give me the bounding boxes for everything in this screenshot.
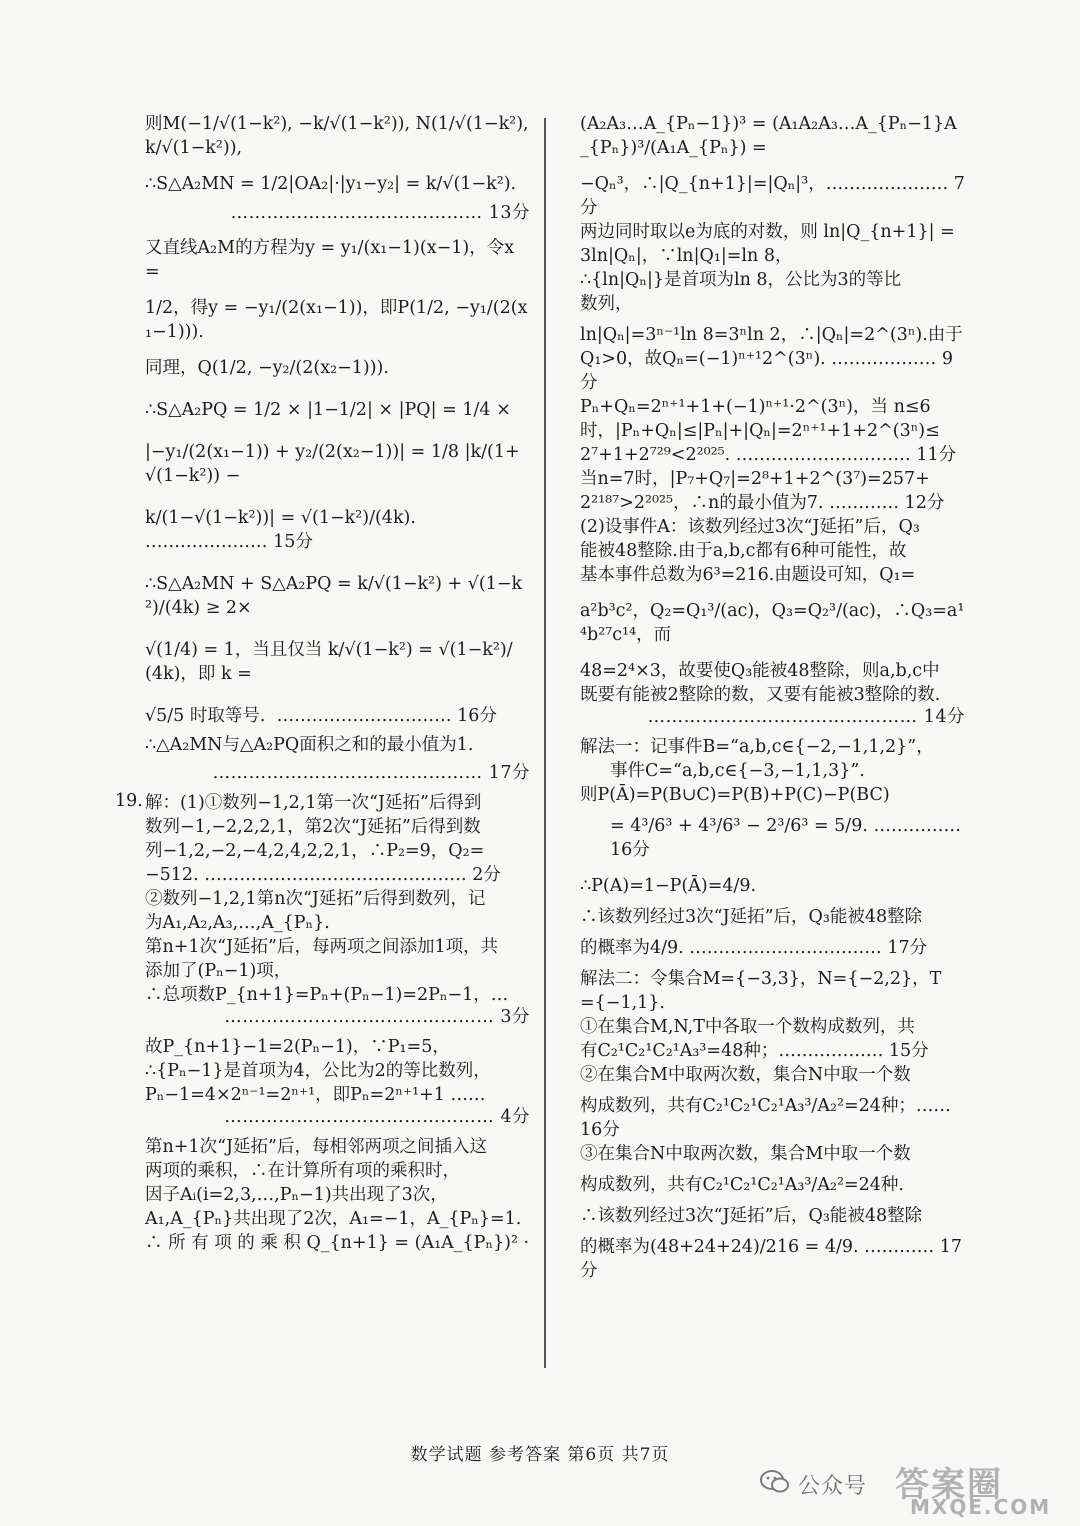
text-line: 数列， bbox=[580, 294, 633, 314]
text-line: = 4³/6³ + 4³/6³ − 2³/6³ = 5/9. …………… 16分 bbox=[610, 816, 967, 860]
right-column bbox=[580, 112, 965, 1283]
text-line: 有C₂¹C₂¹C₂¹A₃³=48种；……………… 15分 bbox=[580, 1041, 929, 1061]
text-line: 解法二：令集合M={−3,3}，N={−2,2}，T bbox=[580, 969, 942, 989]
text-line: ∴该数列经过3次“J延拓”后，Q₃能被48整除 bbox=[580, 907, 923, 927]
text-line: a²b³c²，Q₂=Q₁³/(ac)，Q₃=Q₂³/(ac)，∴Q₃=a¹⁴b²⁷c¹⁴，而 bbox=[580, 601, 965, 645]
text-line: k/(1−√(1−k²))| = √(1−k²)/(4k). ………………… 15分 bbox=[145, 508, 422, 552]
text-line: ∴S△A₂PQ = 1/2 × |1−1/2| × |PQ| = 1/4 × bbox=[145, 400, 511, 420]
text-line: 解：(1)①数列−1,2,1第一次“J延拓”后得到 bbox=[145, 793, 482, 813]
text-line: ln|Qₙ|=3ⁿ⁻¹ln 8=3ⁿln 2，∴|Qₙ|=2^(3ⁿ).由于 bbox=[580, 325, 963, 345]
text-line: ∴总项数P_{n+1}=Pₙ+(Pₙ−1)=2Pₙ−1，… bbox=[145, 985, 509, 1005]
text-line: 48=2⁴×3，故要使Q₃能被48整除，则a,b,c中 bbox=[580, 661, 940, 681]
text-line: ∴ 所 有 项 的 乘 积 Q_{n+1} = (A₁A_{Pₙ})² · bbox=[145, 1233, 530, 1253]
text-line: ③在集合N中取两次数，集合M中取一个数 bbox=[580, 1144, 911, 1164]
left-column bbox=[115, 112, 535, 1255]
text-line: ={−1,1}. bbox=[580, 993, 665, 1013]
text-line: (A₂A₃…A_{Pₙ−1})³ = (A₁A₂A₃…A_{Pₙ−1}A_{Pₙ})³/(A₁A_{Pₙ}) = bbox=[580, 114, 957, 158]
text-line: 2⁷+1+2⁷²⁹<2²⁰²⁵. ………………………… 11分 bbox=[580, 445, 957, 465]
text-line: 构成数列，共有C₂¹C₂¹C₂¹A₃³/A₂²=24种；…… 16分 bbox=[580, 1096, 957, 1140]
text-line: ∴该数列经过3次“J延拓”后，Q₃能被48整除 bbox=[580, 1206, 923, 1226]
watermark-platform: 公众号 bbox=[798, 1474, 868, 1499]
text-line: 第n+1次“J延拓”后，每相邻两项之间插入这 bbox=[145, 1137, 487, 1157]
text-line: ①在集合M,N,T中各取一个数构成数列，共 bbox=[580, 1017, 915, 1037]
text-line: ∴S△A₂MN + S△A₂PQ = k/√(1−k²) + √(1−k²)/(4k) ≥ 2× bbox=[145, 574, 523, 618]
text-line: 为A₁,A₂,A₃,…,A_{Pₙ}. bbox=[145, 913, 330, 933]
text-line: 解法一：记事件B=“a,b,c∈{−2,−1,1,2}”， bbox=[580, 737, 934, 757]
text-line: ∴S△A₂MN = 1/2|OA₂|·|y₁−y₂| = k/√(1−k²). bbox=[145, 174, 517, 194]
text-line: ∴△A₂MN与△A₂PQ面积之和的最小值为1. bbox=[145, 735, 474, 755]
text-line: ∴P(A)=1−P(Ā)=4/9. bbox=[580, 876, 757, 896]
text-line: 两项的乘积，∴在计算所有项的乘积时， bbox=[145, 1161, 460, 1181]
text-line: 事件C=“a,b,c∈{−3,−1,1,3}”. bbox=[610, 761, 865, 781]
text-line: ∴{Pₙ−1}是首项为4，公比为2的等比数列， bbox=[145, 1061, 491, 1081]
wechat-icon bbox=[760, 1469, 790, 1495]
text-line: |−y₁/(2(x₁−1)) + y₂/(2(x₂−1))| = 1/8 |k/(1+√(1−k²)) − bbox=[145, 442, 520, 486]
question-number: 19. bbox=[115, 791, 143, 811]
score-line: ……………………………………… 14分 bbox=[647, 707, 965, 727]
text-line: A₁,A_{Pₙ}共出现了2次，A₁=−1，A_{Pₙ}=1. bbox=[145, 1209, 522, 1229]
score-line: −512. ……………………………………… 2分 bbox=[145, 865, 501, 885]
text-line: 数列−1,−2,2,2,1，第2次“J延拓”后得到数 bbox=[145, 817, 481, 837]
text-line: 故P_{n+1}−1=2(Pₙ−1)，∵P₁=5， bbox=[145, 1037, 450, 1057]
text-line: ②数列−1,2,1第n次“J延拓”后得到数列，记 bbox=[145, 889, 486, 909]
text-line: 第n+1次“J延拓”后，每两项之间添加1项，共 bbox=[145, 937, 499, 957]
text-line: ∴{ln|Qₙ|}是首项为ln 8，公比为3的等比 bbox=[580, 270, 902, 290]
text-line: 两边同时取以e为底的对数，则 ln|Q_{n+1}| = bbox=[580, 222, 955, 242]
text-line: Pₙ−1=4×2ⁿ⁻¹=2ⁿ⁺¹，即Pₙ=2ⁿ⁺¹+1 …… bbox=[145, 1085, 486, 1105]
text-line: 的概率为4/9. …………………………… 17分 bbox=[580, 938, 928, 958]
text-line: 添加了(Pₙ−1)项， bbox=[145, 961, 292, 981]
text-line: √5/5 时取等号. ………………………… 16分 bbox=[145, 706, 497, 726]
page-footer: 数学试题 参考答案 第6页 共7页 bbox=[410, 1445, 670, 1465]
text-line: ②在集合M中取两次数，集合N中取一个数 bbox=[580, 1065, 911, 1085]
score-line: ……………………………………… 4分 bbox=[224, 1107, 530, 1127]
text-line: 构成数列，共有C₂¹C₂¹C₂¹A₃³/A₂²=24种. bbox=[580, 1175, 904, 1195]
score-line: …………………………………… 13分 bbox=[230, 203, 530, 223]
text-line: Pₙ+Qₙ=2ⁿ⁺¹+1+(−1)ⁿ⁺¹·2^(3ⁿ)，当 n≤6 bbox=[580, 397, 931, 417]
text-line: 列−1,2,−2,−4,2,4,2,2,1，∴P₂=9，Q₂= bbox=[145, 841, 485, 861]
watermark-url: MXQE.COM bbox=[910, 1495, 1052, 1519]
text-line: 因子Aᵢ(i=2,3,…,Pₙ−1)共出现了3次， bbox=[145, 1185, 448, 1205]
text-line: −Qₙ³，∴|Q_{n+1}|=|Qₙ|³，………………… 7分 bbox=[580, 174, 965, 218]
watermark-logo: 答案圈 bbox=[895, 1465, 1003, 1505]
score-line: ……………………………………… 3分 bbox=[224, 1007, 530, 1027]
text-line: 既要有能被2整除的数，又要有能被3整除的数. bbox=[580, 685, 941, 705]
question-19 bbox=[115, 791, 530, 815]
text-line: 时，|Pₙ+Qₙ|≤|Pₙ|+|Qₙ|=2ⁿ⁺¹+1+2^(3ⁿ)≤ bbox=[580, 421, 940, 441]
text-line: 1/2，得y = −y₁/(2(x₁−1))，即P(1/2, −y₁/(2(x₁−1))). bbox=[145, 298, 528, 342]
text-line: 当n=7时，|P₇+Q₇|=2⁸+1+2^(3⁷)=257+ bbox=[580, 469, 930, 489]
text-line: 又直线A₂M的方程为y = y₁/(x₁−1)(x−1)，令x = bbox=[145, 238, 520, 282]
text-line: 则P(Ā)=P(B∪C)=P(B)+P(C)−P(BC) bbox=[580, 785, 890, 805]
text-line: 同理，Q(1/2, −y₂/(2(x₂−1))). bbox=[145, 358, 389, 378]
text-line: 3ln|Qₙ|，∵ln|Q₁|=ln 8， bbox=[580, 246, 793, 266]
text-line: 基本事件总数为6³=216.由题设可知，Q₁= bbox=[580, 565, 916, 585]
text-line: 能被48整除.由于a,b,c都有6种可能性，故 bbox=[580, 541, 907, 561]
text-line: √(1/4) = 1，当且仅当 k/√(1−k²) = √(1−k²)/(4k)，即 k = bbox=[145, 640, 513, 684]
text-line: Q₁>0，故Qₙ=(−1)ⁿ⁺¹2^(3ⁿ). ……………… 9分 bbox=[580, 349, 953, 393]
text-line: 则M(−1/√(1−k²), −k/√(1−k²)), N(1/√(1−k²), k/√(1−k²)), bbox=[145, 114, 535, 158]
column-divider bbox=[544, 118, 546, 1368]
score-line: ……………………………………… 17分 bbox=[212, 763, 530, 783]
text-line: 的概率为(48+24+24)/216 = 4/9. ………… 17分 bbox=[580, 1237, 962, 1281]
text-line: (2)设事件A：该数列经过3次“J延拓”后，Q₃ bbox=[580, 517, 920, 537]
watermark bbox=[760, 1455, 1060, 1519]
text-line: 2²¹⁸⁷>2²⁰²⁵，∴n的最小值为7. ………… 12分 bbox=[580, 493, 945, 513]
